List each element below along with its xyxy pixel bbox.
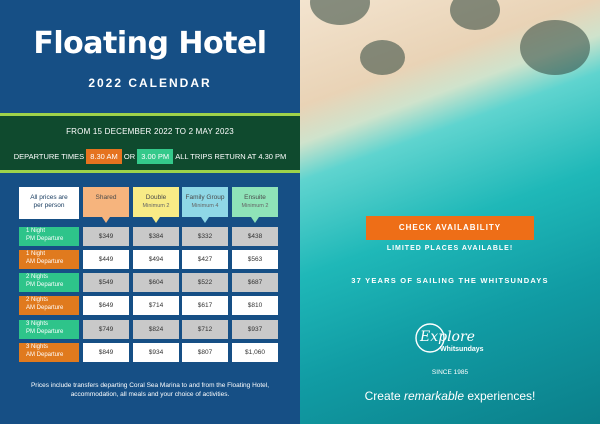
price-cell: $494 (133, 250, 179, 269)
date-range: FROM 15 DECEMBER 2022 TO 2 MAY 2023 (66, 127, 234, 136)
price-cell: $687 (232, 273, 278, 292)
time-badge-pm: 3.00 PM (137, 149, 173, 164)
page-title: Floating Hotel (33, 26, 267, 61)
corner-line1: All prices are (30, 194, 68, 201)
price-cell: $934 (133, 343, 179, 362)
price-cell: $617 (182, 296, 228, 315)
price-cell: $604 (133, 273, 179, 292)
column-header-family: Family Group Minimum 4 (182, 187, 228, 217)
price-cell: $1,060 (232, 343, 278, 362)
column-header-shared: Shared (83, 187, 129, 217)
price-cell: $427 (182, 250, 228, 269)
price-footnote: Prices include transfers departing Coral Sea Marina to and from the Floating Hotel, accommodation, all meals and your choice of activities. (30, 382, 270, 399)
since-text: SINCE 1985 (431, 369, 469, 376)
price-cell: $749 (83, 320, 129, 339)
or-text: OR (123, 152, 136, 161)
palm-shadow (450, 0, 500, 30)
palm-shadow (360, 40, 405, 75)
row-label: 1 Night AM Departure (19, 250, 79, 269)
price-cell: $810 (232, 296, 278, 315)
price-cell: $549 (83, 273, 129, 292)
years-sailing-text: 37 YEARS OF SAILING THE WHITSUNDAYS (351, 276, 549, 285)
price-cell: $449 (83, 250, 129, 269)
price-cell: $937 (232, 320, 278, 339)
beach-photo-panel (300, 0, 600, 424)
price-cell: $849 (83, 343, 129, 362)
explore-whitsundays-logo (410, 314, 490, 364)
price-cell: $438 (232, 227, 278, 246)
page-subtitle: 2022 CALENDAR (88, 76, 212, 90)
price-cell: $332 (182, 227, 228, 246)
corner-line2: per person (33, 202, 65, 210)
palm-shadow (520, 20, 590, 75)
row-label: 2 Nights AM Departure (19, 296, 79, 315)
price-cell: $712 (182, 320, 228, 339)
departure-label: DEPARTURE TIMES (13, 152, 85, 161)
price-cell: $807 (182, 343, 228, 362)
price-note-corner (19, 187, 79, 219)
logo-word-whitsundays: Whitsundays (440, 346, 484, 353)
price-cell: $649 (83, 296, 129, 315)
column-header-double: Double Minimum 2 (133, 187, 179, 217)
time-badge-am: 8.30 AM (86, 149, 122, 164)
tagline: Create remarkable experiences! (364, 389, 536, 403)
departure-times (0, 149, 300, 164)
price-cell: $714 (133, 296, 179, 315)
price-cell: $522 (182, 273, 228, 292)
row-label: 1 Night PM Departure (19, 227, 79, 246)
row-label: 3 Nights PM Departure (19, 320, 79, 339)
column-header-ensuite: Ensuite Minimum 2 (232, 187, 278, 217)
price-cell: $563 (232, 250, 278, 269)
row-label: 2 Nights PM Departure (19, 273, 79, 292)
check-availability-button[interactable]: CHECK AVAILABILITY (366, 216, 534, 240)
departure-band (0, 113, 300, 173)
price-cell: $824 (133, 320, 179, 339)
price-cell: $349 (83, 227, 129, 246)
limited-places-text: LIMITED PLACES AVAILABLE! (386, 245, 514, 252)
logo-word-explore: Explore (420, 329, 475, 345)
price-cell: $384 (133, 227, 179, 246)
row-label: 3 Nights AM Departure (19, 343, 79, 362)
palm-shadow (310, 0, 370, 25)
return-text: ALL TRIPS RETURN AT 4.30 PM (175, 152, 287, 161)
